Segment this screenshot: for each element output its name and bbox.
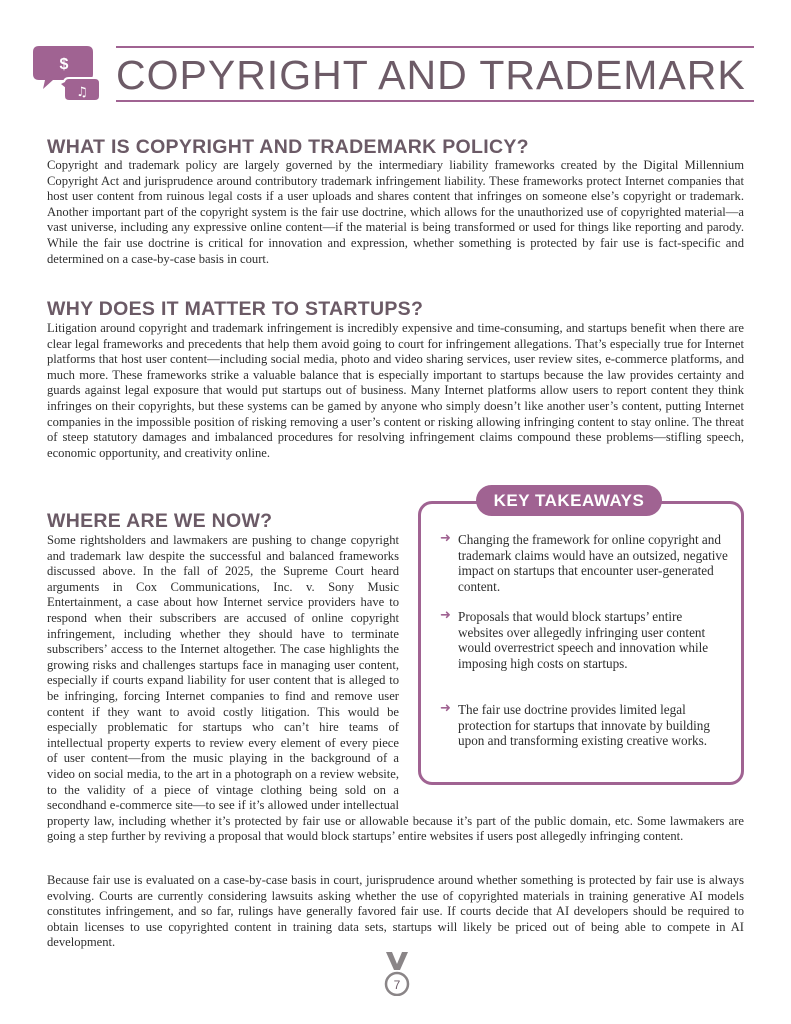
section-body-why: Litigation around copyright and trademark infringement is incredibly expensive and time-consuming, and startups benefit when there are clear legal frameworks and precedents that help them avoid going to court for infringement allegations. That’s especially true for Internet platforms that host user content—including social media, photo and video sharing services, user review sites, e-commerce platforms, and much more. These frameworks strike a valuable balance that is especially important to startups because the law provides certainty and guards against legal exposure that would put startups out of business. Many Internet platforms allow users to report content they think infringes on their copyrights, but these systems can be gamed by anyone who simply doesn’t like another user’s content, putting Internet companies in the impossible position of risking removing a user’s content or risking allowing infringing content to stay online. The threat of steep statutory damages and imbalanced procedures for resolving infringement claims compound these problems—stifling speech, economic opportunity, and creativity online. (47, 321, 744, 460)
arrow-right-icon: ➜ (440, 608, 451, 623)
section-heading-what: WHAT IS COPYRIGHT AND TRADEMARK POLICY? (47, 136, 529, 158)
section-body-where: Some rightsholders and lawmakers are pushing to change copyright and trademark law despite the successful and balanced frameworks discussed above. In the fall of 2025, the Supreme Court heard arguments in Cox Communications, Inc. v. Sony Music Entertainment, a case about how Internet service providers have to respond when their subscribers are accused of online copyright infringement, including whether they should have to terminate subscribers’ access to the Internet altogether. The case highlights the growing risks and challenges startups face in managing user content, especially if courts expand liability for user content that is alleged to be infringing, forcing Internet companies to find and remove user content if they want to avoid costly litigation. This would be especially problematic for startups who can’t hire teams of intellectual property experts to review every element of every piece of user content—from the music playing in the background of a video on social media, to the art in a photograph on a review website, to the validity of a piece of vintage clothing being sold on a secondhand e-commerce site—to see if it’s allowed under intellectual property law, including whether it’s protected by fair use or allowable because it’s part of the public domain, etc. Some lawmakers are going a step further by reviving a proposal that would block startups’ entire websites if users post allegedly infringing content. (47, 533, 744, 844)
takeaway-text: The fair use doctrine provides limited legal protection for startups that innovate by building upon and transforming existing creative works. (458, 702, 710, 749)
takeaway-text: Proposals that would block startups’ entire websites over allegedly infringing user content would overrestrict speech and innovation while imposing high costs on startups. (458, 609, 709, 672)
section-heading-why: WHY DOES IT MATTER TO STARTUPS? (47, 298, 424, 320)
copyright-logo-icon (33, 44, 101, 104)
arrow-right-icon: ➜ (440, 701, 451, 716)
key-takeaways-box (418, 485, 744, 782)
takeaway-item (440, 609, 730, 672)
page-title: COPYRIGHT AND TRADEMARK (116, 52, 746, 98)
arrow-right-icon: ➜ (440, 531, 451, 546)
section-body-where-2: Because fair use is evaluated on a case-by-case basis in court, jurisprudence around whether something is protected by fair use is always evolving. Courts are currently considering lawsuits asking whether the use of copyrighted materials in training generative AI models constitutes infringement, and so far, rulings have generally favored fair use. If courts decide that AI developers should be required to obtain licenses to use copyrighted content in training data sets, startups will likely be priced out of being able to compete in AI development. (47, 873, 744, 950)
section-heading-where: WHERE ARE WE NOW? (47, 510, 273, 532)
takeaway-text: Changing the framework for online copyright and trademark claims would have an outsized, negative impact on startups that encounter user-generated content. (458, 532, 728, 595)
key-takeaways-title: KEY TAKEAWAYS (476, 485, 662, 516)
section-body-what: Copyright and trademark policy are largely governed by the intermediary liability frameworks created by the Digital Millennium Copyright Act and jurisprudence around contributory trademark infringement liability. These frameworks protect Internet companies that host user content from ruinous legal costs if a user uploads and shares content that infringes on someone else’s copyright or trademark. Another important part of the copyright system is the fair use doctrine, which allows for the unauthorized use of copyrighted material—a vast universe, including any expressive online content—if the material is being transformed or used for things like reporting and parody. While the fair use doctrine is critical for innovation and expression, whether something is protected by fair use is fact-specific and determined on a case-by-case basis in court. (47, 158, 744, 266)
page-number: 7 (393, 978, 401, 992)
dollar-icon: $ (59, 56, 69, 73)
takeaway-item (440, 532, 730, 595)
takeaway-item (440, 702, 730, 749)
title-rule-top (116, 46, 754, 48)
title-rule-bottom (116, 100, 754, 102)
music-note-icon: ♫ (76, 85, 88, 100)
